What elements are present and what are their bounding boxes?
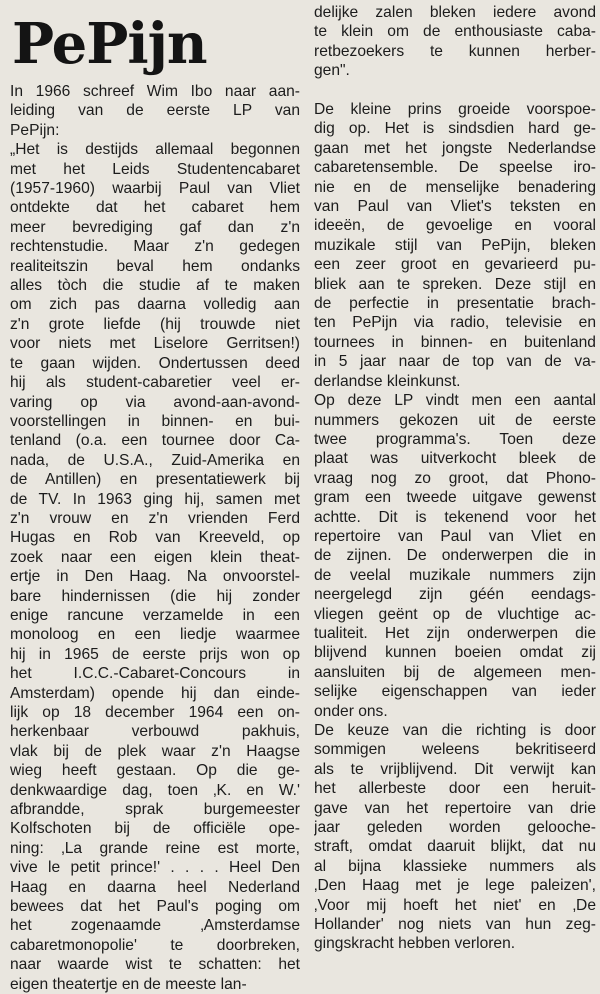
text-line: sommigen weleens bekritiseerd <box>314 741 596 759</box>
text-line: straft, omdat daaruit blijkt, dat nu <box>314 838 596 856</box>
text-line: al bijna klassieke nummers als <box>314 857 596 875</box>
text-line: alles tòch die studie af te maken <box>10 277 300 295</box>
text-line: plaat was uitverkocht bleek de <box>314 450 596 468</box>
text-line: nie en de menselijke benadering <box>314 178 596 196</box>
text-line: De keuze van die richting is door <box>314 722 596 740</box>
text-line: muzikale stijl van PePijn, bleken <box>314 236 596 254</box>
text-line: gen". <box>314 62 350 80</box>
text-line: bliek aan te spreken. Deze stijl en <box>314 275 596 293</box>
text-line: delijke zalen bleken iedere avond <box>314 4 596 21</box>
left-column-text <box>10 82 300 994</box>
text-line: afbrandde, sprak burgemeester <box>10 801 300 819</box>
text-line: onder ons. <box>314 702 388 720</box>
text-line: gave van het repertoire van drie <box>314 799 596 817</box>
text-line: varing op via avond-aan-avond- <box>10 393 300 411</box>
text-line: aansluiten bij de algemeen men- <box>314 663 596 681</box>
text-line: bewees dat het Paul's poging om <box>10 898 300 916</box>
text-line: hij als student-cabaretier veel er- <box>10 374 300 392</box>
text-line: meer bevrediging gaf dan z'n <box>10 218 300 236</box>
text-line: tournees in binnen- en buitenland <box>314 333 596 351</box>
text-line: cabaretensemble. De speelse iro- <box>314 159 596 177</box>
text-line: om zich pas daarna volledig aan <box>10 296 300 314</box>
text-line: als te vrijblijvend. Dit verwijt kan <box>314 760 596 778</box>
text-line: derlandse kleinkunst. <box>314 372 461 390</box>
text-line: voor niets met Liselore Gerritsen!) <box>10 335 300 353</box>
text-line: denkwaardige dag, toen ‚K. en W.' <box>10 781 300 799</box>
text-line: Kolfschoten bij de officiële ope- <box>10 820 300 838</box>
paragraph-gap <box>314 81 596 100</box>
text-line: rechtenstudie. Maar z'n gedegen <box>10 238 300 256</box>
text-line: blijvend kunnen boeien omdat zij <box>314 644 596 662</box>
text-line: ‚Voor mij hoeft het niet' en ‚De <box>314 896 596 914</box>
text-line: ertje in Den Haag. Na onvoorstel- <box>10 568 300 586</box>
right-column-continuation <box>314 3 596 81</box>
text-line: z'n grote liefde (hij trouwde niet <box>10 315 300 333</box>
text-line: retbezoekers te kunnen herber- <box>314 42 596 60</box>
text-line: Amsterdam) opende hij dan einde- <box>10 684 300 702</box>
text-line: de Antillen) en presentatiewerk bij <box>10 471 300 489</box>
right-column <box>314 0 596 954</box>
text-line: de perfectie in presentatie brach- <box>314 295 596 313</box>
text-line: nummers gekozen uit de eerste <box>314 411 596 429</box>
text-line: Op deze LP vindt men een aantal <box>314 392 596 410</box>
text-line: repertoire van Paul van Vliet en <box>314 527 596 545</box>
text-line: herkenbaar verbouwd pakhuis, <box>10 723 300 741</box>
text-line: vlak bij de plek waar z'n Haagse <box>10 742 300 760</box>
text-line: neergelegd zijn géén eendags- <box>314 586 596 604</box>
text-line: achtte. Dit is tekenend voor het <box>314 508 596 526</box>
text-line: vive le petit prince!' . . . . Heel Den <box>10 859 300 877</box>
text-line: te gaan wijden. Ondertussen deed <box>10 354 300 372</box>
text-line: vraag nog zo groot, dat Phono- <box>314 469 596 487</box>
page-title: PePijn <box>12 11 207 77</box>
text-line: ten PePijn via radio, televisie en <box>314 314 596 332</box>
text-line: de zijnen. De onderwerpen die in <box>314 547 596 565</box>
text-line: het zogenaamde ‚Amsterdamse <box>10 917 300 935</box>
text-line: jaar geleden worden gelooche- <box>314 819 596 837</box>
text-line: voorstellingen in binnen- en bui- <box>10 412 300 430</box>
text-line: monoloog en een liedje waarmee <box>10 626 300 644</box>
left-column <box>10 0 300 994</box>
text-line: de TV. In 1963 ging hij, samen met <box>10 490 300 508</box>
text-line: Hugas en Rob van Kreeveld, op <box>10 529 300 547</box>
text-line: met het Leids Studentencabaret <box>10 160 300 178</box>
text-line: nada, de U.S.A., Zuid-Amerika en <box>10 451 300 469</box>
text-line: „Het is destijds allemaal begonnen <box>10 141 300 159</box>
text-line: Haag en daarna heel Nederland <box>10 878 300 896</box>
right-column-text <box>314 100 596 954</box>
text-line: z'n vrouw en z'n vrienden Ferd <box>10 509 300 527</box>
text-line: (1957-1960) waarbij Paul van Vliet <box>10 180 300 198</box>
text-line: leiding van de eerste LP van <box>10 102 300 120</box>
text-line: de veelal muzikale nummers zijn <box>314 566 596 584</box>
text-line: het allerbeste door een heruit- <box>314 780 596 798</box>
text-line: een zeer groot en gevarieerd pu- <box>314 256 596 274</box>
text-line: wieg heeft gestaan. Op die ge- <box>10 762 300 780</box>
text-line: van Paul van Vliet's teksten en <box>314 198 596 216</box>
text-line: ideeën, de gevoelige en vooral <box>314 217 596 235</box>
text-line: dig op. Het is sindsdien hard ge- <box>314 120 596 138</box>
text-line: twee programma's. Toen deze <box>314 430 596 448</box>
text-line: tenland (o.a. een tournee door Ca- <box>10 432 300 450</box>
text-line: ontdekte dat het cabaret hem <box>10 199 300 217</box>
text-line: vliegen geënt op de vluchtige ac- <box>314 605 596 623</box>
text-line: bare hindernissen (die hij zonder <box>10 587 300 605</box>
text-line: Hollander' nog niets van hun zeg- <box>314 916 596 934</box>
text-line: eigen theatertje en de meeste lan- <box>10 975 247 993</box>
text-line: het I.C.C.-Cabaret-Concours in <box>10 665 300 683</box>
text-line: gram een tweede uitgave gewenst <box>314 489 596 507</box>
text-line: PePijn: <box>10 121 60 139</box>
text-line: realiteitszin beval hem ondanks <box>10 257 300 275</box>
text-line: In 1966 schreef Wim Ibo naar aan- <box>10 83 300 100</box>
text-line: ning: ‚La grande reine est morte, <box>10 839 300 857</box>
text-line: in 5 jaar naar de top van de va- <box>314 353 596 371</box>
text-line: cabaretmonopolie' te doorbreken, <box>10 936 300 954</box>
text-line: lijk op 18 december 1964 een on- <box>10 704 300 721</box>
text-line: ‚Den Haag met je lege paleizen', <box>314 877 596 895</box>
text-line: te klein om de enthousiaste caba- <box>314 23 596 41</box>
text-line: naar waarde wist te schatten: het <box>10 956 300 974</box>
text-line: zoek naar een eigen klein theat- <box>10 548 300 566</box>
text-line: selijke eigenschappen van ieder <box>314 683 596 701</box>
text-line: De kleine prins groeide voorspoe- <box>314 101 596 119</box>
text-line: gaan met het jongste Nederlandse <box>314 139 596 157</box>
text-line: gingskracht hebben verloren. <box>314 935 516 953</box>
text-line: tualiteit. Het zijn onderwerpen die <box>314 624 596 642</box>
text-line: hij in 1965 de eerste prijs won op <box>10 645 300 663</box>
text-line: enige rancune verzamelde in een <box>10 606 300 624</box>
